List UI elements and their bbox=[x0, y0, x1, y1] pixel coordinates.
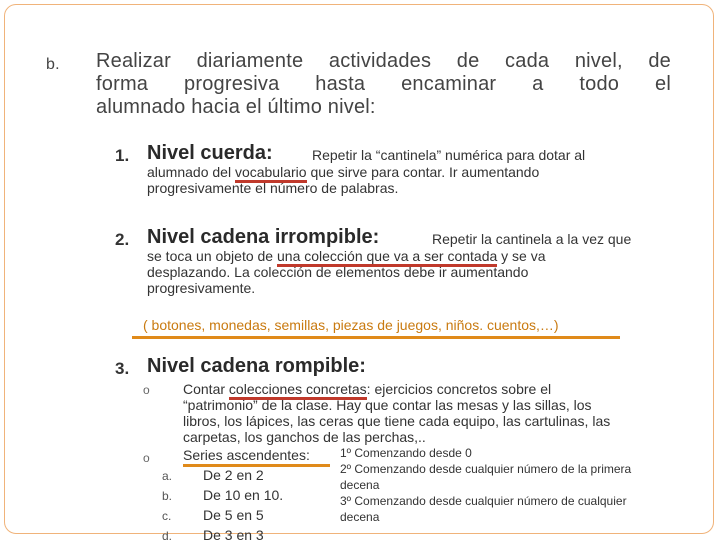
series-marker: d. bbox=[162, 529, 173, 543]
level-2-title: Nivel cadena irrompible: bbox=[147, 226, 380, 248]
bullet-1-line-3: libros, los lápices, las ceras que tiene cada equipo, las cartulinas, las bbox=[183, 413, 611, 429]
level-2-number: 2. bbox=[115, 230, 130, 249]
series-item: d. De 3 en 3 bbox=[162, 526, 283, 546]
level-3-title: Nivel cadena rompible: bbox=[147, 355, 366, 377]
note-2a: 2º Comenzando desde cualquier número de la primera bbox=[340, 462, 632, 476]
level-2-examples: ( botones, monedas, semillas, piezas de juegos, niños. cuentos,…) bbox=[143, 317, 559, 333]
level-1-title: Nivel cuerda: bbox=[147, 142, 273, 164]
level-2-text-d: progresivamente. bbox=[147, 280, 256, 296]
point-b-line-3: alumnado hacia el último nivel: bbox=[96, 96, 376, 118]
note-2b: decena bbox=[340, 478, 380, 492]
series-marker: c. bbox=[162, 509, 172, 523]
level-1-text-block bbox=[147, 164, 539, 196]
level-2-text-b: se toca un objeto de una colección que va a ser contada y se va bbox=[147, 248, 546, 264]
series-list bbox=[162, 466, 283, 546]
series-marker: a. bbox=[162, 469, 173, 483]
point-b-marker: b. bbox=[46, 56, 60, 73]
point-b-line-1: Realizar diariamente actividades de cada nivel, de bbox=[96, 50, 671, 72]
note-3a: 3º Comenzando desde cualquier número de cualquier bbox=[340, 494, 627, 508]
colecciones-concretas-highlight: colecciones concretas bbox=[229, 381, 367, 400]
point-b-paragraph bbox=[96, 50, 671, 119]
series-item: a. De 2 en 2 bbox=[162, 466, 283, 486]
examples-orange-underline bbox=[132, 336, 620, 339]
note-1: 1º Comenzando desde 0 bbox=[340, 446, 472, 460]
series-marker: b. bbox=[162, 489, 173, 503]
bullet-1-line-4: carpetas, los ganchos de las perchas,.. bbox=[183, 429, 426, 445]
level-1-text-b: alumnado del vocabulario que sirve para contar. Ir aumentando bbox=[147, 164, 539, 180]
series-item: c. De 5 en 5 bbox=[162, 506, 283, 526]
level-1-text-a: Repetir la “cantinela” numérica para dotar al bbox=[312, 147, 586, 163]
series-item: b. De 10 en 10. bbox=[162, 486, 283, 506]
point-b-line-2: forma progresiva hasta encaminar a todo el bbox=[96, 73, 671, 95]
bullet-1-block bbox=[183, 381, 610, 445]
coleccion-highlight: una colección que va a ser contada bbox=[277, 248, 497, 267]
level-1-text-c: progresivamente el número de palabras. bbox=[147, 180, 399, 196]
series-ascendentes-label: Series ascendentes: bbox=[183, 447, 310, 463]
level-1-number: 1. bbox=[115, 146, 130, 165]
vocabulario-highlight: vocabulario bbox=[235, 164, 307, 183]
bullet-2-glyph: o bbox=[143, 451, 150, 465]
bullet-1-line-1: Contar colecciones concretas: ejercicios concretos sobre el bbox=[183, 381, 610, 397]
level-2-text-block bbox=[147, 248, 546, 296]
level-2-text-a: Repetir la cantinela a la vez que bbox=[432, 231, 632, 247]
level-3-number: 3. bbox=[115, 359, 130, 378]
bullet-1-line-2: “patrimonio” de la clase. Hay que contar las mesas y las sillas, los bbox=[183, 397, 592, 413]
series-notes bbox=[340, 445, 631, 525]
bullet-1-glyph: o bbox=[143, 383, 150, 397]
note-3b: decena bbox=[340, 510, 380, 524]
level-2-text-c: desplazando. La colección de elementos debe ir aumentando bbox=[147, 264, 529, 280]
